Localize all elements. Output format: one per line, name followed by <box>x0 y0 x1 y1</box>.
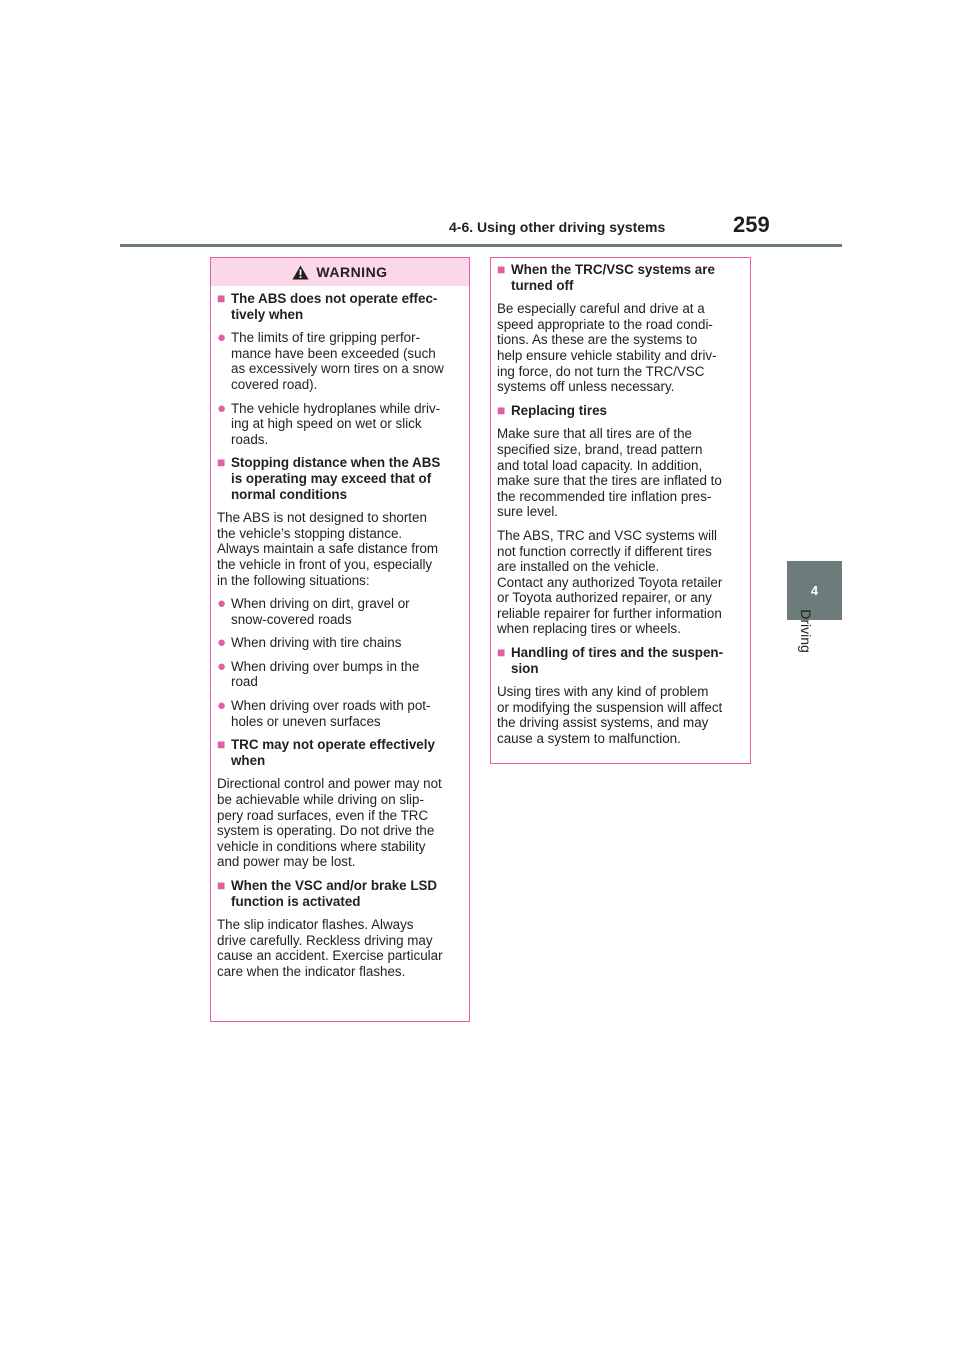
warning-header <box>211 258 469 286</box>
warning-box-right <box>490 257 751 764</box>
bullet-item <box>217 596 463 627</box>
warning-content-left <box>211 286 469 980</box>
circle-bullet-icon: ● <box>217 697 227 715</box>
heading-text: When the VSC and/or brake LSD function is activated <box>231 878 438 909</box>
bullet-text: When driving over bumps in the road <box>231 658 420 690</box>
square-bullet-icon: ■ <box>497 261 506 277</box>
heading-text: The ABS does not operate effec- tively when <box>231 291 438 322</box>
bullet-item <box>217 659 463 690</box>
body-paragraph <box>217 917 463 979</box>
bullet-item <box>217 698 463 729</box>
body-paragraph <box>497 684 744 746</box>
chapter-tab-number: 4 <box>810 583 819 598</box>
page-number: 259 <box>733 212 770 237</box>
warning-box-left <box>210 257 470 1022</box>
square-bullet-icon: ■ <box>217 290 226 306</box>
circle-bullet-icon: ● <box>217 657 227 675</box>
para-text: Make sure that all tires are of the specified size, brand, tread pattern and total load capacity. In addition, make sure that the tires are inflated to the recommended tire inflation pres- sure level. <box>497 426 722 520</box>
para-text: Be especially careful and drive at a speed appropriate to the road condi- tions. As these are the systems to help ensure vehicle stability and driv- ing force, do not turn the TRC/VSC systems off unless necessary. <box>497 301 717 395</box>
section-heading <box>497 645 744 676</box>
square-bullet-icon: ■ <box>217 454 226 471</box>
heading-text: TRC may not operate effectively when <box>231 737 435 768</box>
bullet-item <box>217 635 463 651</box>
bullet-text: When driving on dirt, gravel or snow-covered roads <box>231 596 410 627</box>
warning-content-right <box>491 258 750 747</box>
chapter-tab-label: Driving <box>798 609 814 653</box>
section-heading <box>217 737 463 768</box>
warning-triangle-icon <box>292 265 309 280</box>
section-title: 4-6. Using other driving systems <box>449 219 666 235</box>
chapter-tab <box>787 561 842 620</box>
para-text: Directional control and power may not be achievable while driving on slip- pery road surfaces, even if the TRC system is operating. Do not drive the vehicle in conditions where stability and power may be lost. <box>217 776 442 870</box>
para-text: Using tires with any kind of problem or modifying the suspension will affect the driving assist systems, and may cause a system to malfunction. <box>497 684 723 747</box>
header-divider <box>120 244 842 247</box>
section-heading <box>217 455 463 502</box>
para-text: The ABS is not designed to shorten the vehicle’s stopping distance. Always maintain a safe distance from the vehicle in front of you, especially in the following situations: <box>217 510 439 588</box>
bullet-item <box>217 401 463 448</box>
heading-text: Stopping distance when the ABS is operating may exceed that of normal conditions <box>231 455 441 502</box>
bullet-text: The limits of tire gripping perfor- mance have been exceeded (such as excessively worn tires on a snow covered road). <box>231 330 444 392</box>
section-heading <box>217 291 463 322</box>
body-paragraph <box>217 776 463 870</box>
circle-bullet-icon: ● <box>217 329 227 347</box>
body-paragraph <box>497 301 744 395</box>
circle-bullet-icon: ● <box>217 595 227 613</box>
square-bullet-icon: ■ <box>497 401 506 418</box>
bullet-text: When driving with tire chains <box>231 635 402 651</box>
section-heading <box>217 878 463 909</box>
body-paragraph <box>497 528 744 637</box>
section-heading <box>497 403 744 419</box>
heading-text: When the TRC/VSC systems are turned off <box>511 262 715 293</box>
heading-text: Replacing tires <box>511 402 607 418</box>
para-text: The ABS, TRC and VSC systems will not function correctly if different tires are installed on the vehicle. Contact any authorized Toyota retailer or Toyota authorized repairer, or any reliable repairer for further information when replacing tires or wheels. <box>497 527 723 637</box>
circle-bullet-icon: ● <box>217 634 227 652</box>
warning-title: WARNING <box>316 264 388 280</box>
circle-bullet-icon: ● <box>217 399 227 417</box>
bullet-item <box>217 330 463 392</box>
square-bullet-icon: ■ <box>217 877 226 893</box>
square-bullet-icon: ■ <box>497 644 506 661</box>
para-text: The slip indicator flashes. Always drive carefully. Reckless driving may cause an accident. Exercise particular care when the indicator flashes. <box>217 917 443 979</box>
bullet-text: When driving over roads with pot- holes or uneven surfaces <box>231 698 431 729</box>
bullet-text: The vehicle hydroplanes while driv- ing at high speed on wet or slick roads. <box>231 400 441 447</box>
heading-text: Handling of tires and the suspen- sion <box>511 645 724 676</box>
square-bullet-icon: ■ <box>217 736 226 753</box>
body-paragraph <box>497 426 744 520</box>
section-heading <box>497 262 744 293</box>
body-paragraph <box>217 510 463 588</box>
